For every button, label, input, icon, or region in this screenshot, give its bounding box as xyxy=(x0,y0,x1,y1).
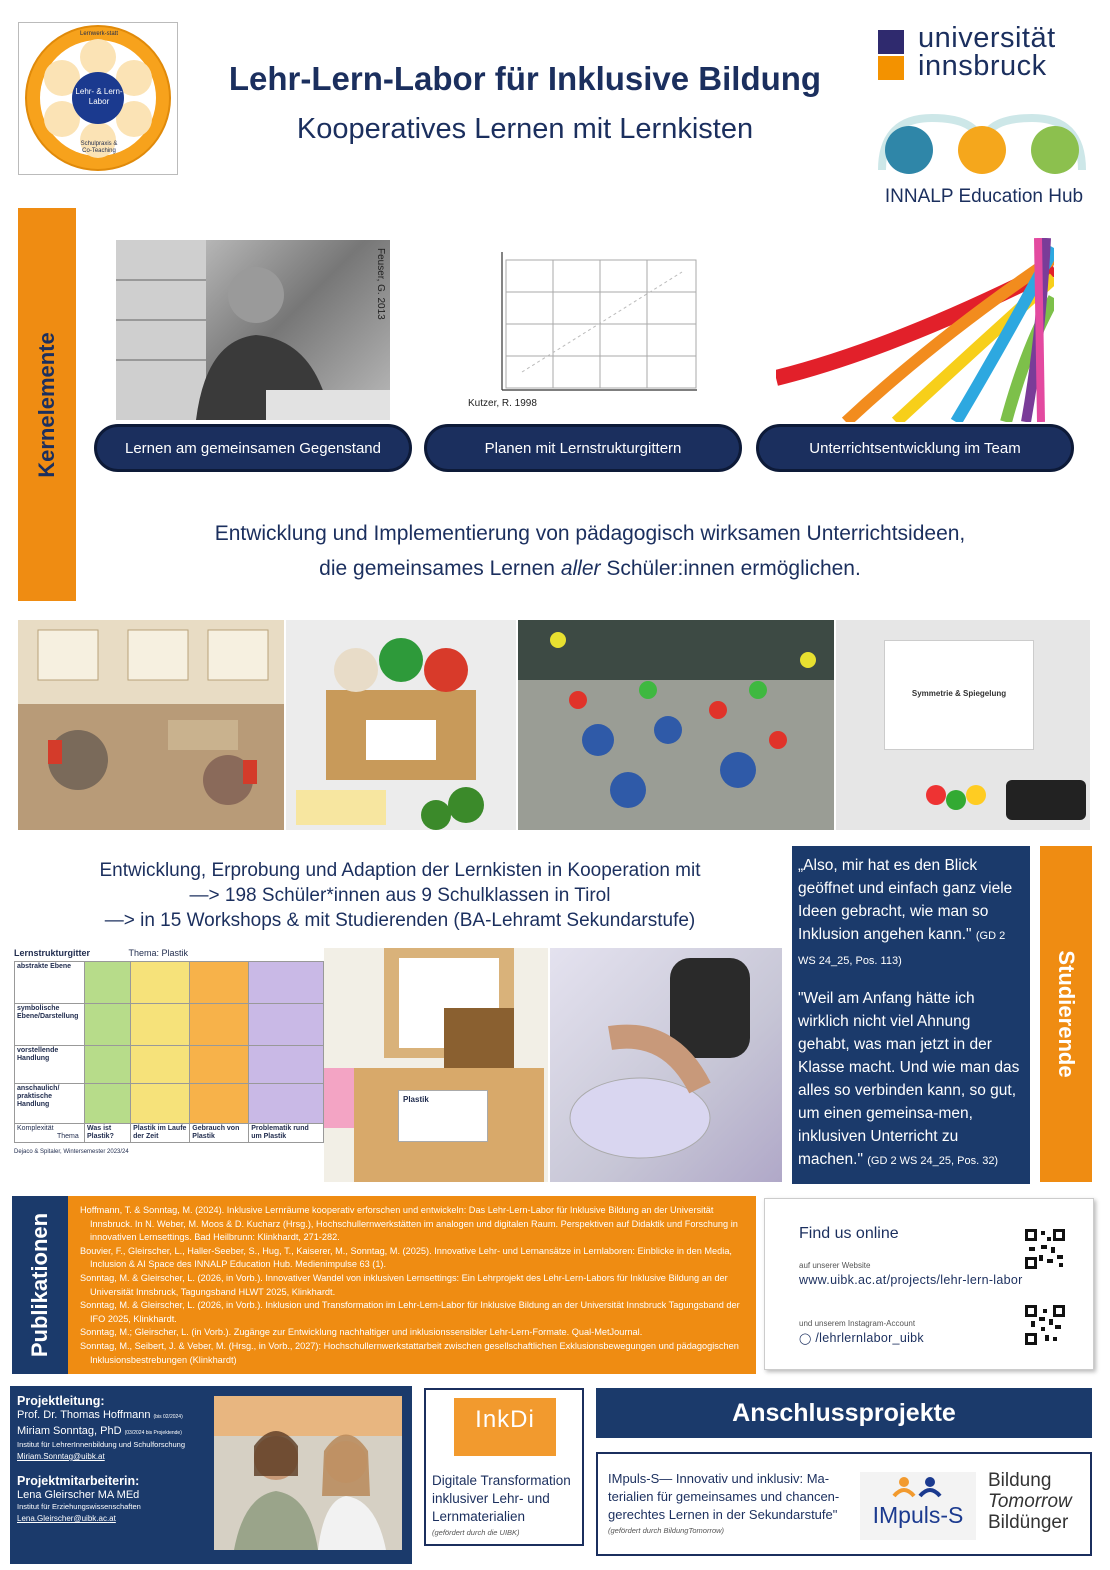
publication-item: Sonntag, M. & Gleirscher, L. (2026, in Vorb.). Inklusion und Transformation im Lehr-Lern-Labor für Inklusive Bildung an der Universität Innsbruck Tagungsband der IFO 2025, Klinkhardt. xyxy=(80,1300,740,1324)
lehr-lern-labor-logo xyxy=(18,22,178,175)
hub-name: INNALP Education Hub xyxy=(884,186,1084,207)
box-label: Symmetrie & Spiegelung xyxy=(884,640,1034,750)
kernelement-pill: Planen mit Lernstrukturgittern xyxy=(424,424,742,472)
project-lead-box xyxy=(10,1386,412,1564)
symmetry-box-photo xyxy=(836,620,1090,830)
lsg-row-label: abstrakte Ebene xyxy=(15,962,85,1004)
publication-item: Hoffmann, T. & Sonntag, M. (2024). Inklusive Lernräume kooperativ erforschen und entwickeln: Das Lehr-Lern-Labor für Inklusive Bildung an der Universität Innsbruck. In N. Weber, M. Moos & D. Kucharz (Hrsg.), Hochschullernwerkstätten im analogen und digitalen Raum. Perspektiven auf Didaktik und Forschung in innovativen Lernsettings. Bad Heilbrunn: Klinkhardt, 271-282. xyxy=(80,1205,738,1243)
quote-text: „Also, mir hat es den Blick geöffnet und einfach ganz viele Ideen gebracht, wie man so Inklusion angehen kann." xyxy=(798,857,1013,943)
collaboration-text xyxy=(30,858,770,933)
lsg-corner-top: Komplexität xyxy=(17,1125,54,1132)
quote-text: "Weil am Anfang hätte ich wirklich nicht viel Ahnung gehabt, was man jetzt in der Klasse macht. Und wie man das alles so verbinden kann, so gut, um einen gemeinsa-men, inklusiven Unterricht zu machen." xyxy=(798,990,1020,1168)
inkdi-logo-text: InkDi xyxy=(475,1406,535,1433)
inkdi-funding: (gefördert durch die UIBK) xyxy=(432,1528,520,1537)
lsg-col-label: Was ist Plastik? xyxy=(85,1124,131,1143)
plastik-box-photo xyxy=(324,948,548,1182)
instagram-handle: /lehrlernlabor_uibk xyxy=(815,1331,924,1345)
classroom-activity-photo xyxy=(518,620,834,830)
student-quotes xyxy=(792,846,1030,1184)
lead-email[interactable]: Lena.Gleirscher@uibk.ac.at xyxy=(17,1514,116,1523)
kernelemente-bar xyxy=(18,208,76,601)
statement-line: Entwicklung und Implementierung von pädagogisch wirksamen Unterrichtsideen, xyxy=(214,522,966,545)
publication-list xyxy=(68,1196,756,1374)
publikationen-label: Publikationen xyxy=(27,1212,52,1358)
lead-heading: Projektleitung: xyxy=(17,1394,105,1408)
lsg-col-label: Problematik rund um Plastik xyxy=(249,1124,324,1143)
lead-person xyxy=(17,1408,217,1424)
publication-item: Sonntag, M. & Gleirscher, L. (2026, in Vorb.). Innovativer Wandel von inklusiven Lernsettings: Ein Lehrprojekt des Lehr-Lern-Labors für Inklusive Bildung an der Universität Innsbruck, Tagungsband HLWT 2025, Klinkhardt. xyxy=(80,1272,728,1297)
statement-emphasis: aller xyxy=(560,557,601,580)
impuls-project-box xyxy=(596,1452,1092,1556)
impuls-text: IMpuls-S— Innovativ und inklusiv: Ma-terialien für gemeinsames und chancen-gerechtes Lernen in der Sekundarstufe" xyxy=(608,1471,840,1522)
lab-room-photo xyxy=(18,620,284,830)
impuls-logo-text: IMpuls-S xyxy=(872,1502,964,1528)
lernstrukturgitter-diagram xyxy=(462,242,730,414)
lsg-theme: Thema: Plastik xyxy=(128,948,189,958)
lead-person xyxy=(17,1424,217,1440)
publication-item: Bouvier, F., Gleirscher, L., Haller-Seeber, S., Hug, T., Kaiserer, M., Sonntag, M. (2025). Innovative Lehr- und Lernansätze in Lernlaboren: Einblicke in den Media, Inclusion & AI Space des INNALP Education Hub. Medienimpulse 63 (1). xyxy=(80,1245,732,1270)
statement-line xyxy=(100,551,1080,586)
people-icon xyxy=(890,1476,946,1498)
collab-line: Entwicklung, Erprobung und Adaption der Lernkisten in Kooperation mit xyxy=(99,860,701,881)
lsg-col-label: Gebrauch von Plastik xyxy=(190,1124,249,1143)
microscope-photo xyxy=(550,948,782,1182)
quote-source: (GD 2 WS 24_25, Pos. 113) xyxy=(798,930,1006,967)
material-box-photo xyxy=(286,620,516,830)
lead-email[interactable]: Miriam.Sonntag@uibk.at xyxy=(17,1452,105,1461)
statement-text: Schüler:innen ermöglichen. xyxy=(600,557,861,580)
feuser-photo xyxy=(116,240,390,420)
lernstrukturgitter-table xyxy=(14,948,324,1184)
publikationen-bar xyxy=(12,1196,68,1374)
lsg-corner-bottom: Thema xyxy=(57,1133,79,1140)
collab-line: —> 198 Schüler*innen aus 9 Schulklassen in Tirol xyxy=(189,885,611,906)
lsg-row-label: anschaulich/ praktische Handlung xyxy=(15,1084,85,1124)
lead-name: Miriam Sonntag, PhD xyxy=(17,1425,122,1437)
lsg-row-label: vorstellende Handlung xyxy=(15,1046,85,1084)
lead-institute: Institut für Erziehungswissenschaften xyxy=(17,1502,141,1511)
diagram-credit: Kutzer, R. 1998 xyxy=(468,398,537,409)
find-us-online-card xyxy=(764,1198,1094,1370)
bt-line: Bildung xyxy=(988,1470,1052,1491)
bt-line: Tomorrow xyxy=(988,1491,1072,1512)
kernelement-pill: Unterrichtsentwicklung im Team xyxy=(756,424,1074,472)
lead-institute: Institut für LehrerInnenbildung und Schulforschung xyxy=(17,1440,186,1449)
collab-line: —> in 15 Workshops & mit Studierenden (BA-Lehramt Sekundarstufe) xyxy=(104,910,696,931)
ribbons-image xyxy=(776,238,1054,422)
uni-logo-square-icon xyxy=(878,30,904,54)
online-heading: Find us online xyxy=(799,1225,899,1242)
photo-credit: Feuser, G. 2013 xyxy=(375,248,386,320)
qr-code-icon[interactable] xyxy=(1025,1229,1065,1269)
lsg-grid xyxy=(14,961,324,1143)
lead-note: (03/2024 bis Projektende) xyxy=(124,1430,182,1436)
publication-item: Sonntag, M.; Gleirscher, L. (in Vorb.). Zugänge zur Entwicklung nachhaltiger und inklusionssensibler Lehr-Lern-Formate. Qual-MetJournal. xyxy=(80,1327,643,1338)
university-logo xyxy=(918,24,1056,80)
instagram-link[interactable] xyxy=(799,1331,924,1345)
kernelemente-label: Kernelemente xyxy=(34,331,59,478)
impuls-funding: (gefördert durch BildungTomorrow) xyxy=(608,1526,725,1535)
logo-center-text: Lehr- & Lern- Labor xyxy=(75,87,123,106)
page-subtitle: Kooperatives Lernen mit Lernkisten xyxy=(296,113,754,145)
bt-line: Bildünger xyxy=(988,1512,1069,1533)
lead-name: Prof. Dr. Thomas Hoffmann xyxy=(17,1409,151,1421)
kernelement-pill: Lernen am gemeinsamen Gegenstand xyxy=(94,424,412,472)
inkdi-project-box xyxy=(424,1388,584,1546)
impuls-logo xyxy=(860,1472,976,1540)
website-label: auf unserer Website xyxy=(799,1261,871,1270)
page-title: Lehr-Lern-Labor für Inklusive Bildung xyxy=(228,60,822,97)
anschlussprojekte-header: Anschlussprojekte xyxy=(596,1388,1092,1438)
lsg-title: Lernstrukturgitter xyxy=(14,948,91,958)
uni-logo-square-icon xyxy=(878,56,904,80)
quote xyxy=(798,987,1024,1173)
lead-note: (bis 02/2024) xyxy=(153,1414,183,1420)
publication-item: Sonntag, M., Seibert, J. & Veber, M. (Hrsg., in Vorb., 2027): Hochschullernwerkstattarbeit zwischen gesellschaftlichen Exklusionsbewegungen und pädagogischen Inklusionsbestrebungen (Klinkhardt) xyxy=(80,1340,739,1365)
quote xyxy=(798,854,1024,973)
inkdi-text: Digitale Transformation inklusiver Lehr- und Lernmaterialien xyxy=(432,1473,571,1524)
box-label: Plastik xyxy=(398,1090,488,1142)
lead-heading: Projektmitarbeiterin: xyxy=(17,1474,140,1488)
studierende-bar xyxy=(1040,846,1092,1182)
uni-line: universität xyxy=(918,22,1056,54)
lsg-row-label: symbolische Ebene/Darstellung xyxy=(15,1004,85,1046)
instagram-icon: ◯ xyxy=(799,1333,812,1345)
lead-name: Lena Gleirscher MA MEd xyxy=(17,1489,140,1501)
statement-text: die gemeinsames Lernen xyxy=(319,557,561,580)
logo-segment-text: Schulpraxis & Co-Teaching xyxy=(80,141,118,154)
logo-segment-text: Lernwerk-statt xyxy=(79,31,118,37)
website-link[interactable]: www.uibk.ac.at/projects/lehr-lern-labor xyxy=(799,1273,1023,1287)
bildung-tomorrow-logo xyxy=(988,1470,1072,1533)
uni-line: innsbruck xyxy=(918,50,1047,82)
team-photo xyxy=(214,1396,402,1550)
lead-text xyxy=(17,1394,217,1526)
lsg-corner xyxy=(15,1124,85,1143)
mission-statement xyxy=(100,516,1080,586)
inkdi-logo xyxy=(454,1398,556,1456)
instagram-label: und unserem Instagram-Account xyxy=(799,1319,916,1328)
quote-source: (GD 2 WS 24_25, Pos. 32) xyxy=(867,1155,999,1167)
lsg-credit: Dejaco & Spitaler, Wintersemester 2023/24 xyxy=(14,1149,129,1155)
studierende-label: Studierende xyxy=(1054,950,1079,1078)
lsg-col-label: Plastik im Laufe der Zeit xyxy=(131,1124,190,1143)
qr-code-icon[interactable] xyxy=(1025,1305,1065,1345)
